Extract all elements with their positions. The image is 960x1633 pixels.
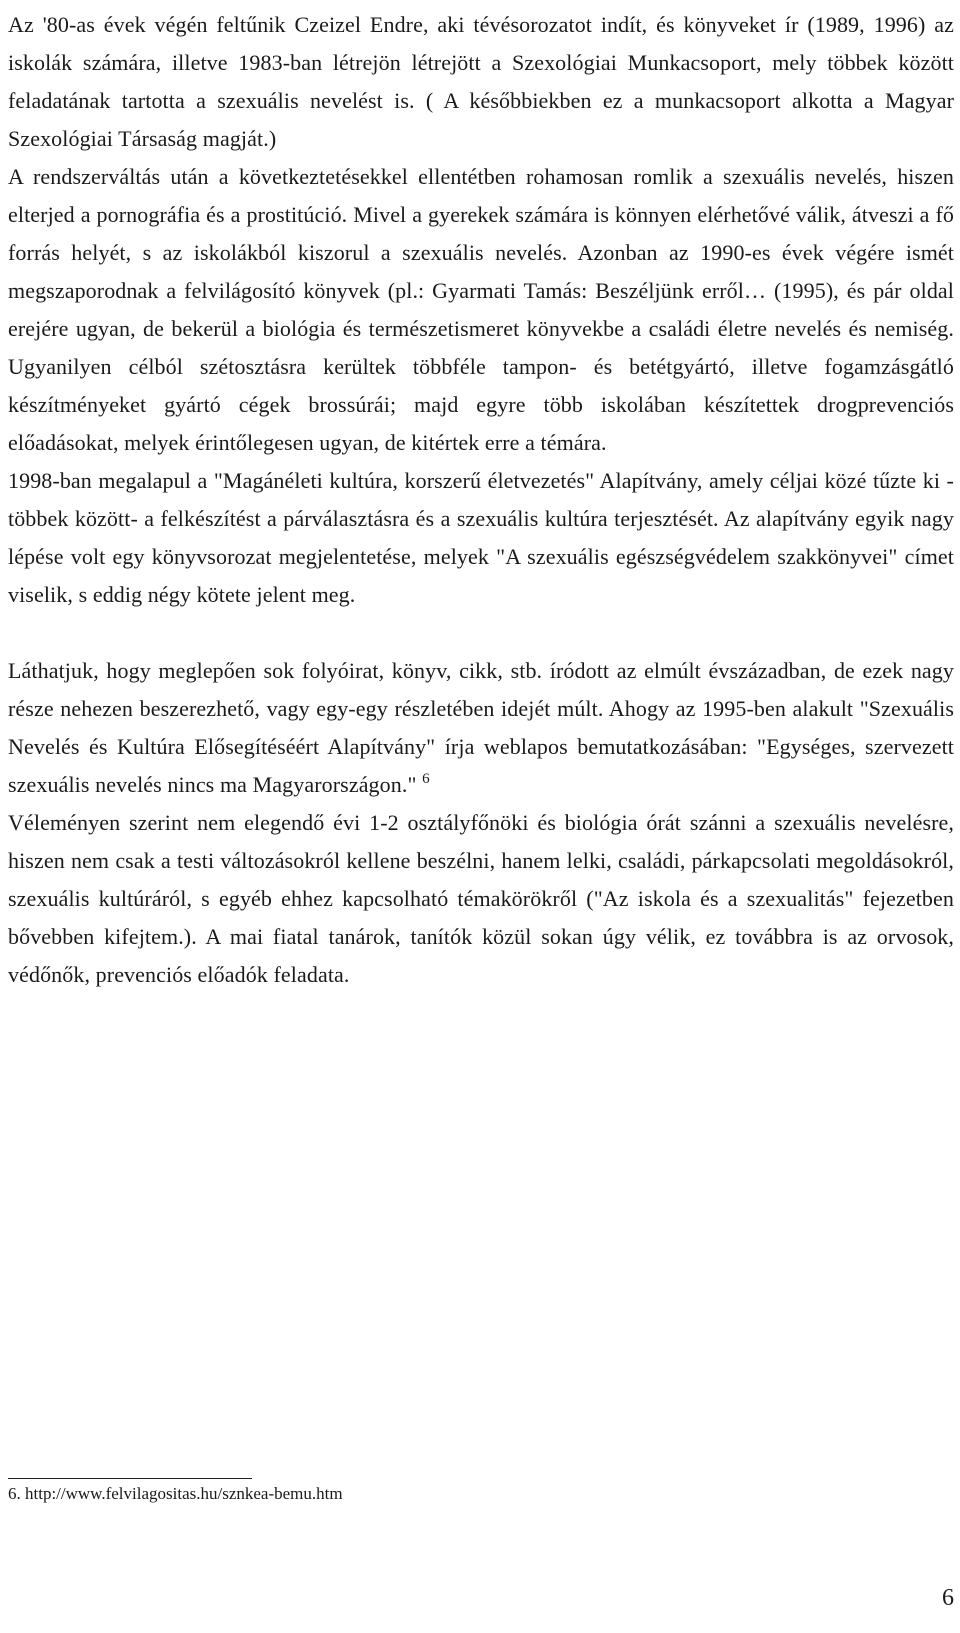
footnote: 6. http://www.felvilagositas.hu/sznkea-bemu.htm: [8, 1484, 343, 1503]
footnote-divider: [8, 1478, 252, 1479]
paragraph-2: A rendszerváltás után a következtetésekkel ellentétben rohamosan romlik a szexuális nevelés, hiszen elterjed a pornográfia és a prostitúció. Mivel a gyerekek számára is könnyen elérhetővé válik, átveszi a fő forrás helyét, s az iskolákból kiszorul a szexuális nevelés. Azonban az 1990-es évek végére ismét megszaporodnak a felvilágosító könyvek (pl.: Gyarmati Tamás: Beszéljünk erről… (1995), és pár oldal erejére ugyan, de bekerül a biológia és természetismeret könyvekbe a családi életre nevelés és nemiség. Ugyanilyen célból szétosztásra kerültek többféle tampon- és betétgyártó, illetve fogamzásgátló készítményeket gyártó cégek brossúrái; majd egyre több iskolában készítettek drogprevenciós előadásokat, melyek érintőlegesen ugyan, de kitértek erre a témára.: [8, 164, 954, 455]
document-page: [8, 0, 954, 994]
footnote-reference: 6: [422, 771, 430, 787]
paragraph-4-text: Láthatjuk, hogy meglepően sok folyóirat, könyv, cikk, stb. íródott az elmúlt évszázadban, de ezek nagy része nehezen beszerezhető, vagy egy-egy részletében idejét múlt. Ahogy az 1995-ben alakult "Szexuális Nevelés és Kultúra Elősegítéséért Alapítvány" írja weblapos bemutatkozásában: "Egységes, szervezett szexuális nevelés nincs ma Magyarországon.": [8, 658, 954, 797]
paragraph-4: [8, 652, 954, 804]
page-number: 6: [942, 1585, 954, 1611]
paragraph-spacer: [8, 614, 954, 652]
paragraph-5: Véleményen szerint nem elegendő évi 1-2 osztályfőnöki és biológia órát szánni a szexuális nevelésre, hiszen nem csak a testi változásokról kellene beszélni, hanem lelki, családi, párkapcsolati megoldásokról, szexuális kultúráról, s egyéb ehhez kapcsolható témakörökről ("Az iskola és a szexualitás" fejezetben bővebben kifejtem.). A mai fiatal tanárok, tanítók közül sokan úgy vélik, ez továbbra is az orvosok, védőnők, prevenciós előadók feladata.: [8, 810, 954, 987]
paragraph-3: 1998-ban megalapul a "Magánéleti kultúra, korszerű életvezetés" Alapítvány, amely céljai közé tűzte ki - többek között- a felkészítést a párválasztásra és a szexuális kultúra terjesztését. Az alapítvány egyik nagy lépése volt egy könyvsorozat megjelentetése, melyek "A szexuális egészségvédelem szakkönyvei" címet viselik, s eddig négy kötete jelent meg.: [8, 468, 954, 607]
paragraph-1: Az '80-as évek végén feltűnik Czeizel Endre, aki tévésorozatot indít, és könyveket ír (1989, 1996) az iskolák számára, illetve 1983-ban létrejön létrejött a Szexológiai Munkacsoport, mely többek között feladatának tartotta a szexuális nevelést is. ( A későbbiekben ez a munkacsoport alkotta a Magyar Szexológiai Társaság magját.): [8, 12, 954, 151]
